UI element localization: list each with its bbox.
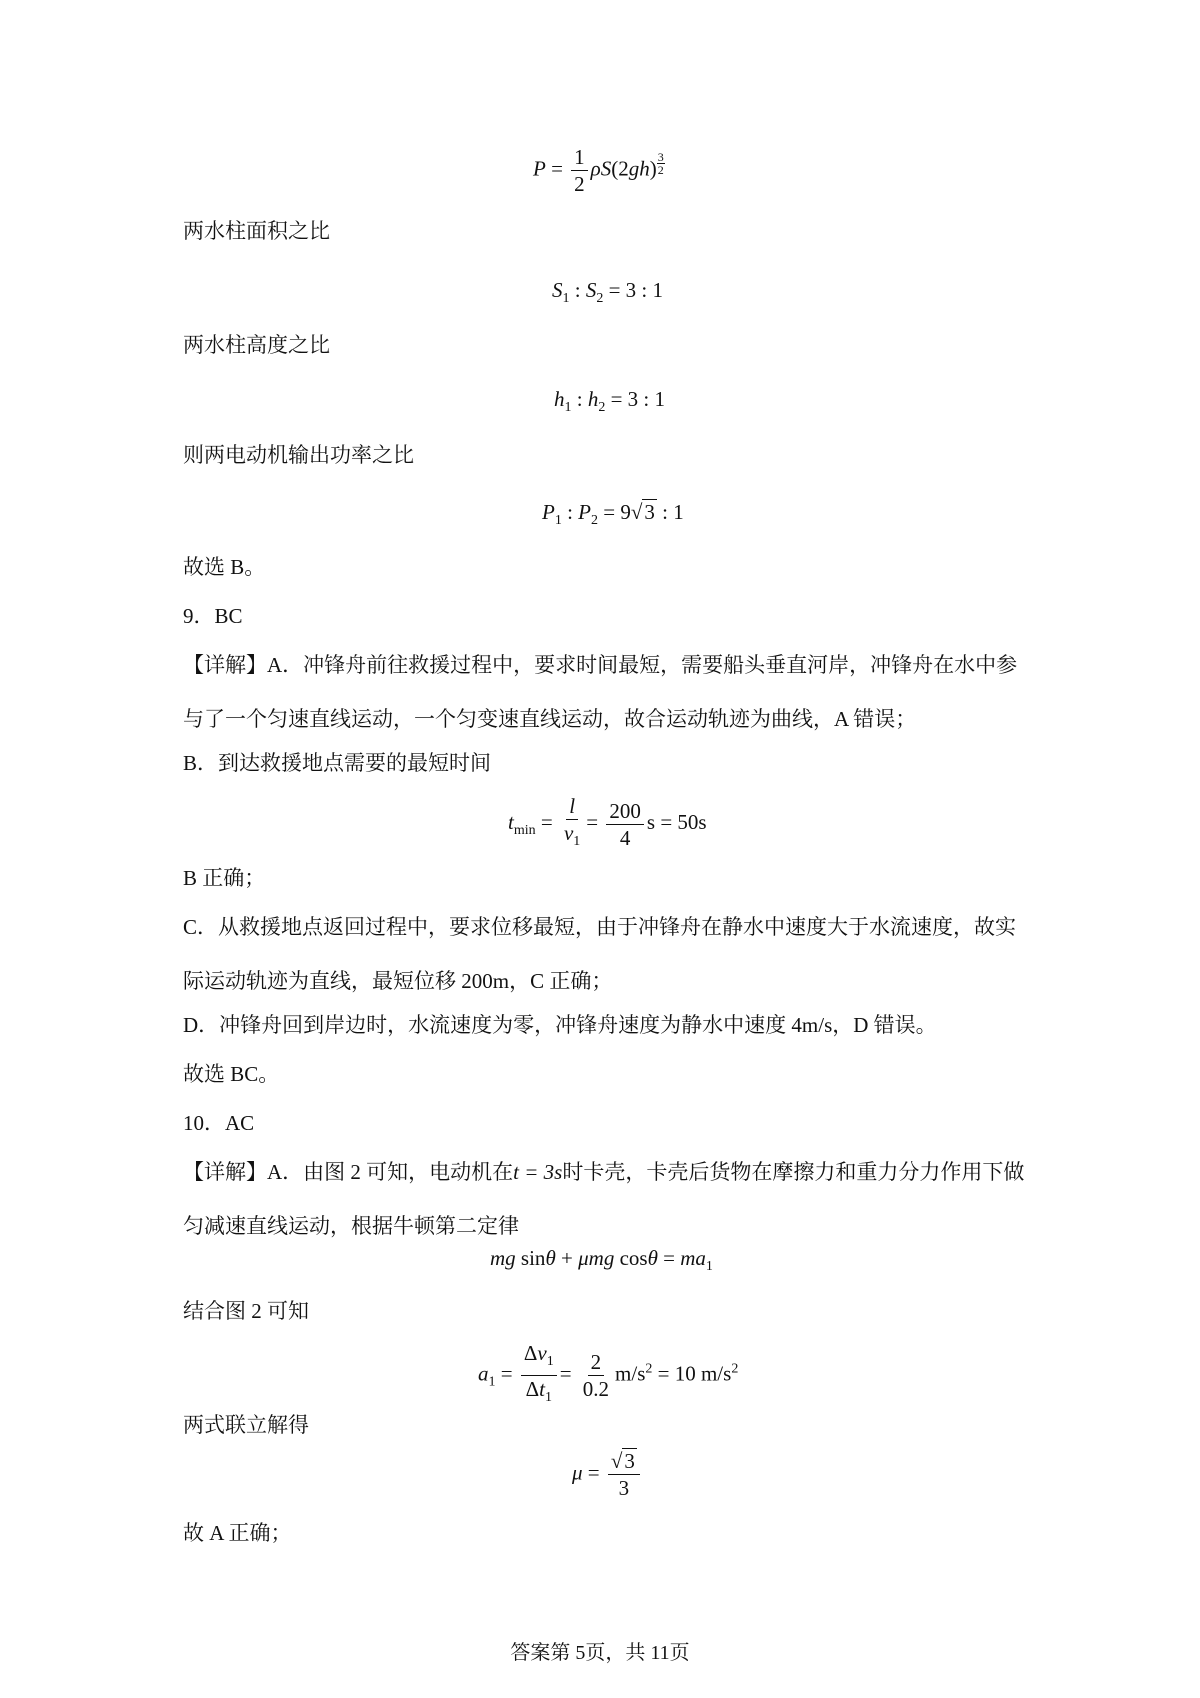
page-footer: 答案第 5页，共 11页 <box>510 1642 690 1664</box>
equation-power: P = $\frac{1}{2}$ ρS(2gh) $\frac{3}{2}$ <box>533 145 664 196</box>
equation-mu: μ = $\frac{√3}{3}$ <box>572 1448 643 1501</box>
question-9-answer: 9．BC <box>183 604 243 628</box>
equation-area-ratio: $S_1$ : $S_2 = 3$ : 1 <box>552 278 664 307</box>
question-9-conclusion: 故选 BC。 <box>183 1062 280 1086</box>
question-9-d: D．冲锋舟回到岸边时，水流速度为零，冲锋舟速度为静水中速度 4m/s，D 错误。 <box>183 1013 937 1037</box>
question-9-c: C．从救援地点返回过程中，要求位移最短，由于冲锋舟在静水中速度大于水流速度，故实际运动轨迹为直线，最短位移 200m，C 正确； <box>183 915 1017 993</box>
equation-height-ratio: $h_1$ : $h_2 = 3$ : 1 <box>554 387 666 416</box>
question-9-b-result: B 正确； <box>183 866 266 890</box>
question-10-conclusion-a: 故 A 正确； <box>183 1521 292 1545</box>
equation-newton: mg sinθ + μmg $\cos\theta = ma_1$ <box>490 1246 713 1275</box>
question-10-detail-a-time: t = 3s <box>513 1160 563 1184</box>
equation-power-ratio: $P_1$ : $P_2 = 9√3$ : 1 <box>542 500 684 529</box>
question-10-answer: 10．AC <box>183 1111 255 1135</box>
question-10-detail-a-part1: 【详解】A．由图 2 可知，电动机在 <box>183 1160 514 1184</box>
question-10-combine-label: 结合图 2 可知 <box>183 1299 309 1323</box>
paragraph-choose-b: 故选 B。 <box>183 555 266 579</box>
question-10-detail-a <box>183 1145 1033 1253</box>
question-9-detail-a: 【详解】A．冲锋舟前往救援过程中，要求时间最短，需要船头垂直河岸，冲锋舟在水中参与了一个匀速直线运动，一个匀变速直线运动，故合运动轨迹为曲线，A 错误； <box>183 653 1018 731</box>
equation-acceleration: $a_1$ = $\frac{\Delta v_1}{\Delta t_1}$ = $\frac{2}{0.2}$ $m/s^2 = 10$ $m/s^2$ <box>478 1341 739 1406</box>
paragraph-area-ratio-label: 两水柱面积之比 <box>183 219 330 243</box>
paragraph-power-ratio-label: 则两电动机输出功率之比 <box>183 443 414 467</box>
equation-tmin: $t_{min}$ = $\frac{l}{v_1}$ = $\frac{200}{4}$ s = 50s <box>508 794 707 850</box>
question-9-b-label: B．到达救援地点需要的最短时间 <box>183 751 492 775</box>
question-10-detail-a-part2: 时卡壳，卡壳后货物在摩擦力和重力分力作用下做匀减速直线运动，根据牛顿第二定律 <box>183 1160 1025 1238</box>
paragraph-height-ratio-label: 两水柱高度之比 <box>183 333 330 357</box>
question-10-solve-label: 两式联立解得 <box>183 1413 309 1437</box>
